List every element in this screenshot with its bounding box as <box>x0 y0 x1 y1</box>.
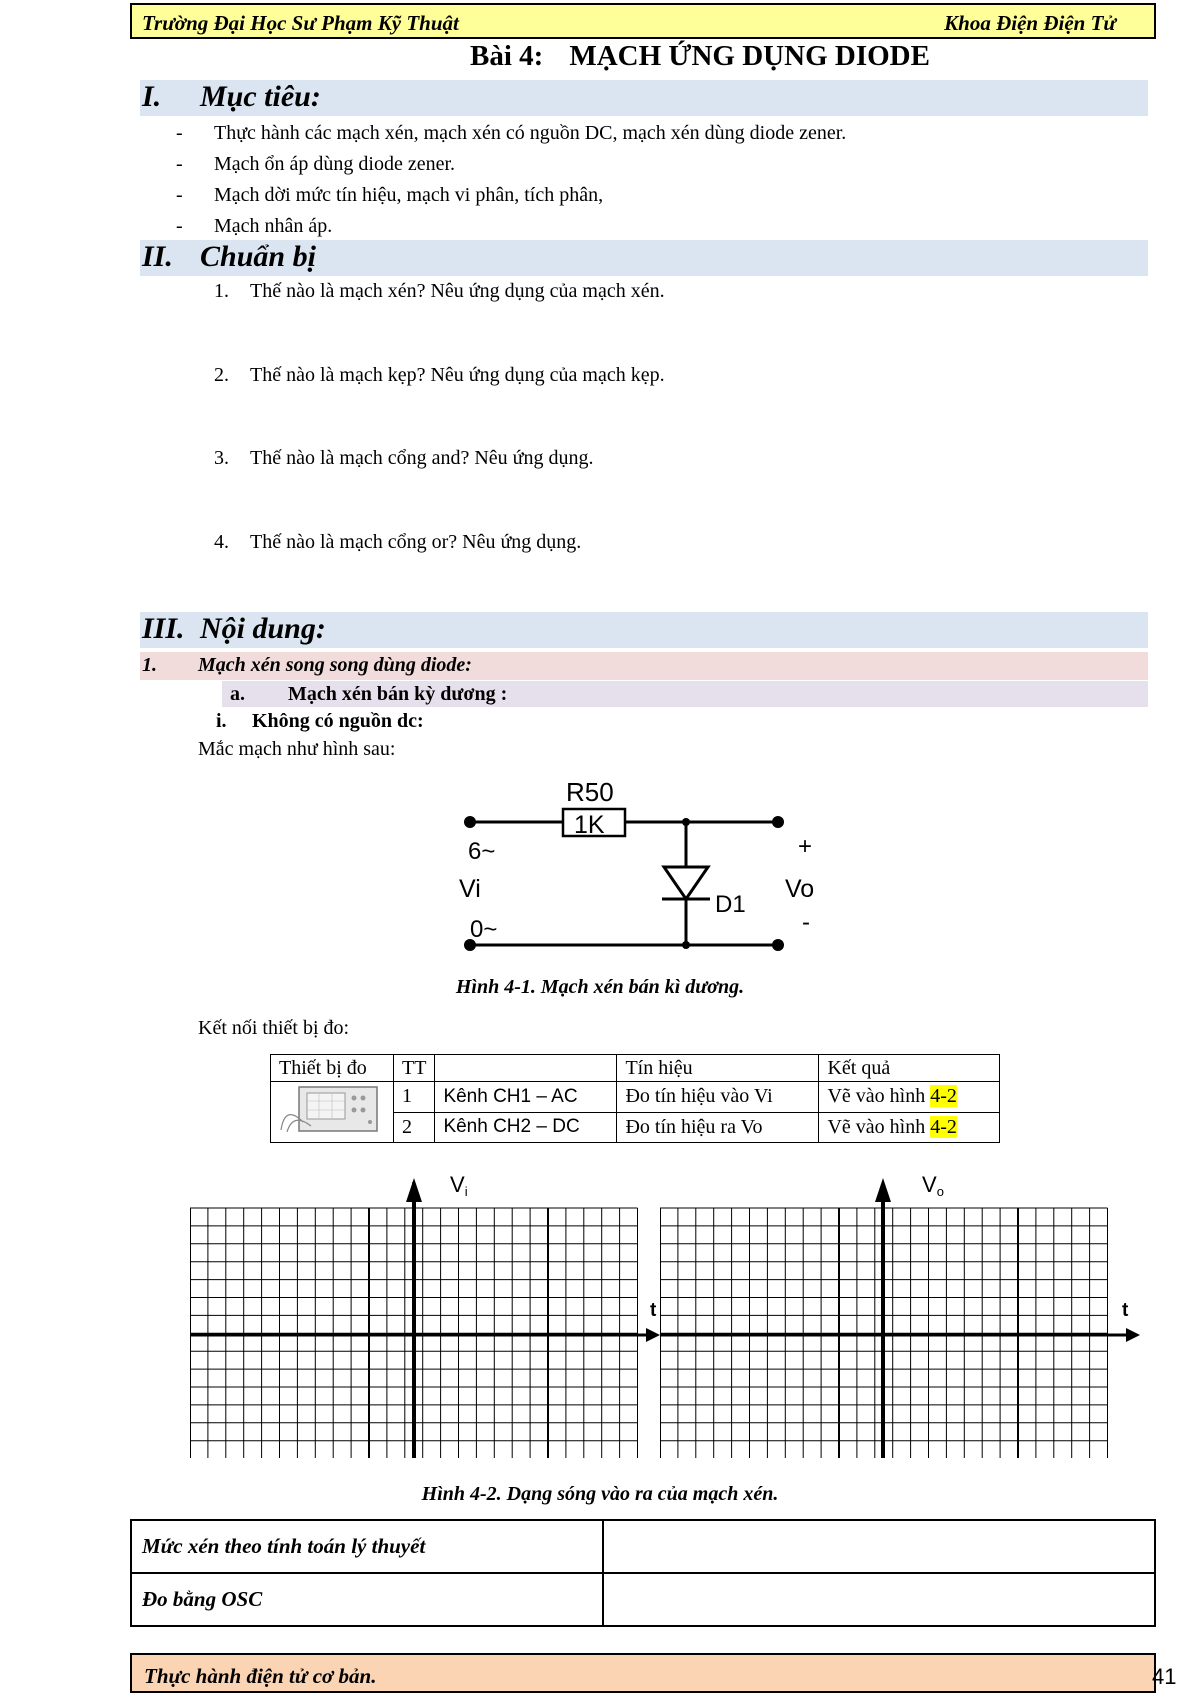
header-university: Trường Đại Học Sư Phạm Kỹ Thuật <box>142 11 459 35</box>
output-minus-label: - <box>802 909 810 936</box>
subsection-a-heading: a. Mạch xén bán kỳ dương : <box>230 683 508 705</box>
x-axis-label-t: t <box>650 1300 657 1321</box>
diode-label: D1 <box>715 891 746 918</box>
prep-question: 1. Thế nào là mạch xén? Nêu ứng dụng của mạch xén. <box>214 280 665 302</box>
table-row <box>131 1520 1155 1573</box>
prep-question: 2. Thế nào là mạch kẹp? Nêu ứng dụng của mạch kẹp. <box>214 364 665 386</box>
tt-cell: 1 <box>394 1082 435 1113</box>
figure-ref-highlight: 4-2 <box>930 1085 957 1108</box>
input-vi-label: Vi <box>459 875 481 903</box>
header-cell: TT <box>394 1055 435 1082</box>
header-cell: Tín hiệu <box>617 1055 819 1082</box>
result-value-cell <box>603 1573 1155 1626</box>
subsection-i-heading: i. Không có nguồn dc: <box>216 710 424 732</box>
figure-ref-highlight: 4-2 <box>930 1115 957 1138</box>
resistor-value-label: 1K <box>574 811 605 839</box>
section-1-roman: I. <box>142 80 162 113</box>
x-axis-label-t: t <box>1122 1300 1129 1321</box>
measurement-table <box>270 1054 1000 1143</box>
header-cell <box>435 1055 617 1082</box>
result-cell: Vẽ vào hình 4-2 <box>819 1112 1000 1143</box>
clipper-circuit-diagram <box>440 765 840 965</box>
result-table <box>130 1519 1156 1627</box>
page-number: 41 <box>1152 1664 1177 1689</box>
objective-item: - Mạch dời mức tín hiệu, mạch vi phân, tích phân, <box>176 184 604 206</box>
result-label-cell: Đo bằng OSC <box>131 1573 603 1626</box>
output-waveform-grid <box>660 1168 1140 1458</box>
page-header <box>130 3 1156 39</box>
header-cell: Thiết bị đo <box>271 1055 394 1082</box>
result-cell: Vẽ vào hình 4-2 <box>819 1082 1000 1113</box>
prep-question: 4. Thế nào là mạch cổng or? Nêu ứng dụng. <box>214 531 582 553</box>
resistor-name-label: R50 <box>566 777 614 807</box>
objective-item: - Mạch nhân áp. <box>176 215 333 237</box>
oscilloscope-icon <box>277 1084 381 1134</box>
section-2-heading: II. Chuẩn bị <box>142 240 316 273</box>
header-faculty: Khoa Điện Điện Tử <box>944 11 1116 35</box>
lesson-title-text: MẠCH ỨNG DỤNG DIODE <box>569 40 930 72</box>
y-axis-label-vo: Vo <box>922 1172 944 1199</box>
table-header-row <box>271 1055 1000 1082</box>
output-plus-label: + <box>798 833 813 860</box>
table-row <box>271 1082 1000 1113</box>
circuit-instruction: Mắc mạch như hình sau: <box>198 738 396 760</box>
result-label-cell: Mức xén theo tính toán lý thuyết <box>131 1520 603 1573</box>
lesson-number: Bài 4: <box>470 40 544 72</box>
oscilloscope-image-cell <box>271 1082 394 1143</box>
axis-dot: · <box>410 1172 416 1192</box>
output-vo-label: Vo <box>785 875 815 903</box>
input-waveform-grid <box>190 1168 660 1458</box>
objective-item: - Thực hành các mạch xén, mạch xén có nguồn DC, mạch xén dùng diode zener. <box>176 122 847 144</box>
channel-cell: Kênh CH1 – AC <box>435 1082 617 1113</box>
lesson-title <box>0 40 1200 73</box>
connect-label: Kết nối thiết bị đo: <box>198 1017 350 1039</box>
signal-cell: Đo tín hiệu vào Vi <box>617 1082 819 1113</box>
tt-cell: 2 <box>394 1112 435 1143</box>
signal-cell: Đo tín hiệu ra Vo <box>617 1112 819 1143</box>
table-row <box>131 1573 1155 1626</box>
section-3-heading: III. Nội dung: <box>142 612 326 645</box>
result-value-cell <box>603 1520 1155 1573</box>
figure-4-1-caption: Hình 4-1. Mạch xén bán kì dương. <box>455 976 745 998</box>
channel-cell: Kênh CH2 – DC <box>435 1112 617 1143</box>
prep-question: 3. Thế nào là mạch cổng and? Nêu ứng dụng. <box>214 447 594 469</box>
section-1-title: Mục tiêu: <box>200 80 321 113</box>
input-top-label: 6~ <box>468 838 496 865</box>
header-cell: Kết quả <box>819 1055 1000 1082</box>
footer-course: Thực hành điện tử cơ bản. <box>144 1664 377 1688</box>
section-1-heading <box>142 80 321 114</box>
page-footer <box>130 1653 1156 1693</box>
input-bottom-label: 0~ <box>470 916 498 943</box>
figure-4-2-caption: Hình 4-2. Dạng sóng vào ra của mạch xén. <box>421 1483 779 1505</box>
objective-item: - Mạch ổn áp dùng diode zener. <box>176 153 456 175</box>
y-axis-label-vi: Vi <box>450 1172 468 1199</box>
subsection-1-heading: 1. Mạch xén song song dùng diode: <box>142 654 472 676</box>
